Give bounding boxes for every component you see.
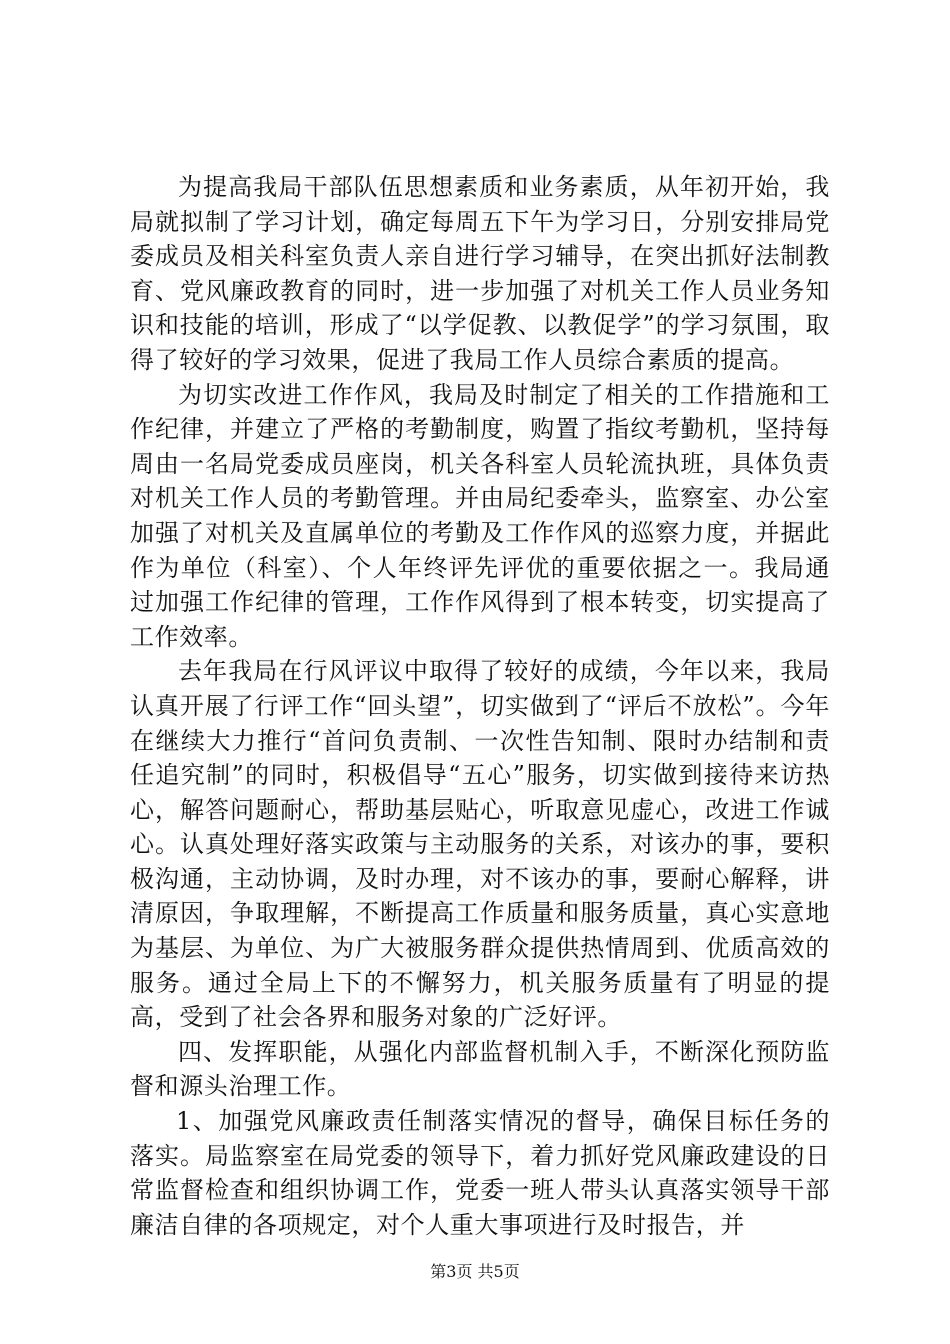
section-heading-four: 四、发挥职能，从强化内部监督机制入手，不断深化预防监督和源头治理工作。 (130, 1037, 830, 1101)
document-body (130, 170, 830, 1242)
paragraph-study-plan: 为提高我局干部队伍思想素质和业务素质，从年初开始，我局就拟制了学习计划，确定每周五下午为学习日，分别安排局党委成员及相关科室负责人亲自进行学习辅导，在突出抓好法制教育、党风廉政教育的同时，进一步加强了对机关工作人员业务知识和技能的培训，形成了“以学促教、以教促学”的学习氛围，取得了较好的学习效果，促进了我局工作人员综合素质的提高。 (130, 173, 830, 374)
paragraph-item-one: 1、加强党风廉政责任制落实情况的督导，确保目标任务的落实。局监察室在局党委的领导下，着力抓好党风廉政建设的日常监督检查和组织协调工作，党委一班人带头认真落实领导干部廉洁自律的各项规定，对个人重大事项进行及时报告，并 (130, 1107, 830, 1239)
paragraph-work-style: 为切实改进工作作风，我局及时制定了相关的工作措施和工作纪律，并建立了严格的考勤制度，购置了指纹考勤机，坚持每周由一名局党委成员座岗，机关各科室人员轮流执班，具体负责对机关工作人员的考勤管理。并由局纪委牵头，监察室、办公室加强了对机关及直属单位的考勤及工作作风的巡察力度，并据此作为单位（科室）、个人年终评先评优的重要依据之一。我局通过加强工作纪律的管理，工作作风得到了根本转变，切实提高了工作效率。 (130, 380, 830, 651)
page-number-footer: 第3页 共5页 (430, 1262, 520, 1281)
paragraph-industry-review: 去年我局在行风评议中取得了较好的成绩，今年以来，我局认真开展了行评工作“回头望”，切实做到了“评后不放松”。今年在继续大力推行“首问负责制、一次性告知制、限时办结制和责任追究制”的同时，积极倡导“五心”服务，切实做到接待来访热心，解答问题耐心，帮助基层贴心，听取意见虚心，改进工作诚心。认真处理好落实政策与主动服务的关系，对该办的事，要积极沟通，主动协调，及时办理，对不该办的事，要耐心解释，讲清原因，争取理解，不断提高工作质量和服务质量，真心实意地为基层、为单位、为广大被服务群众提供热情周到、优质高效的服务。通过全局上下的不懈努力，机关服务质量有了明显的提高，受到了社会各界和服务对象的广泛好评。 (130, 657, 830, 1032)
